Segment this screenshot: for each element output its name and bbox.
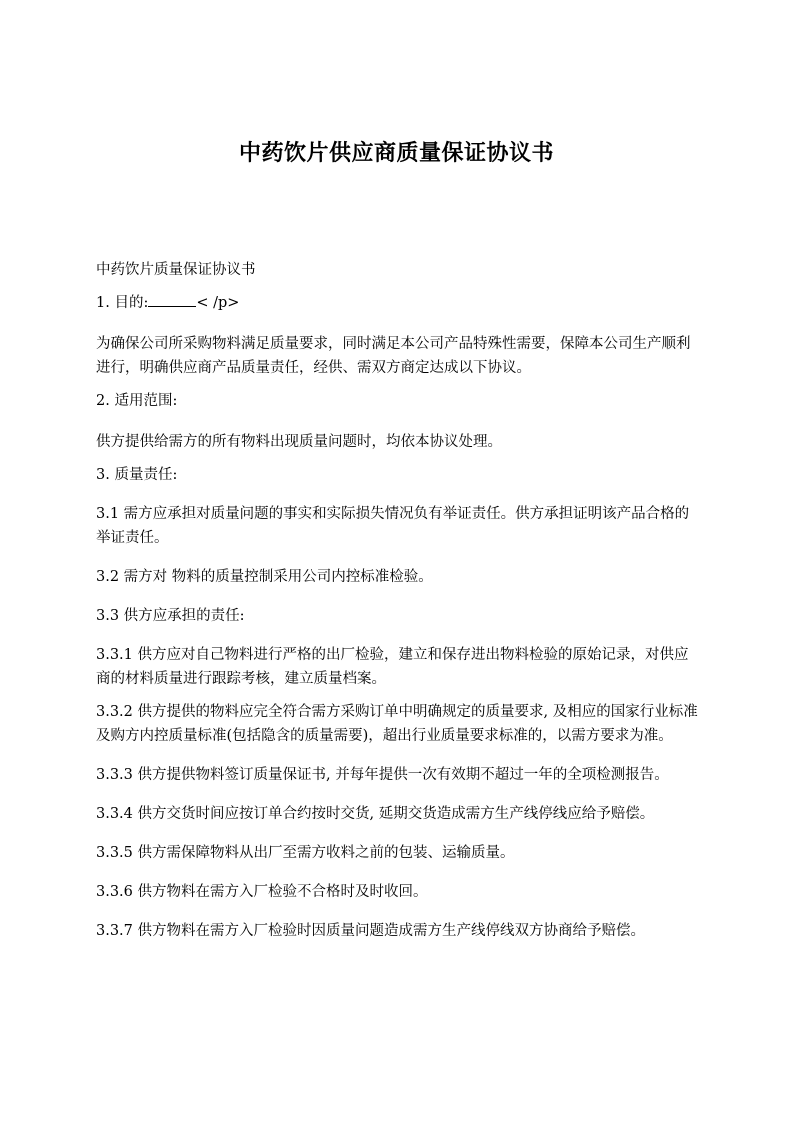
clause-3-3-2: 3.3.2 供方提供的物料应完全符合需方采购订单中明确规定的质量要求, 及相应的国家行业标准及购方内控质量标准(包括隐含的质量需要)，超出行业质量要求标准的，以需方要求为准。 — [96, 704, 698, 744]
purpose-suffix: < /p> — [196, 295, 240, 311]
document-body — [96, 258, 700, 943]
scope-heading: 2. 适用范围: — [96, 393, 178, 409]
clause-3-1: 3.1 需方应承担对质量问题的事实和实际损失情况负有举证责任。供方承担证明该产品合格的举证责任。 — [96, 506, 690, 546]
responsibility-heading: 3. 质量责任: — [96, 467, 178, 483]
clause-3-3-3: 3.3.3 供方提供物料签订质量保证书, 并每年提供一次有效期不超过一年的全项检测报告。 — [96, 767, 669, 783]
clause-3-2: 3.2 需方对 物料的质量控制采用公司内控标准检验。 — [96, 569, 433, 585]
clause-3-3-1: 3.3.1 供方应对自己物料进行严格的出厂检验，建立和保存进出物料检验的原始记录，对供应商的材料质量进行跟踪考核，建立质量档案。 — [96, 647, 689, 687]
purpose-label: 1. 目的: — [96, 295, 149, 311]
subtitle-paragraph: 中药饮片质量保证协议书 — [96, 262, 256, 278]
clause-3-3-6: 3.3.6 供方物料在需方入厂检验不合格时及时收回。 — [96, 884, 428, 900]
scope-paragraph: 供方提供给需方的所有物料出现质量问题时，均依本协议处理。 — [96, 434, 502, 450]
purpose-heading — [96, 291, 700, 315]
clause-3-3-7: 3.3.7 供方物料在需方入厂检验时因质量问题造成需方生产线停线双方协商给予赔偿。 — [96, 923, 646, 939]
clause-3-3-5: 3.3.5 供方需保障物料从出厂至需方收料之前的包装、运输质量。 — [96, 845, 515, 861]
document-title: 中药饮片供应商质量保证协议书 — [238, 141, 554, 166]
clause-3-3-4: 3.3.4 供方交货时间应按订单合约按时交货, 延期交货造成需方生产线停线应给予赔偿。 — [96, 806, 655, 822]
clause-3-3: 3.3 供方应承担的责任: — [96, 608, 245, 624]
purpose-paragraph: 为确保公司所采购物料满足质量要求，同时满足本公司产品特殊性需要，保障本公司生产顺利进行，明确供应商产品质量责任，经供、需双方商定达成以下协议。 — [96, 336, 691, 376]
blank-line — [148, 291, 196, 307]
